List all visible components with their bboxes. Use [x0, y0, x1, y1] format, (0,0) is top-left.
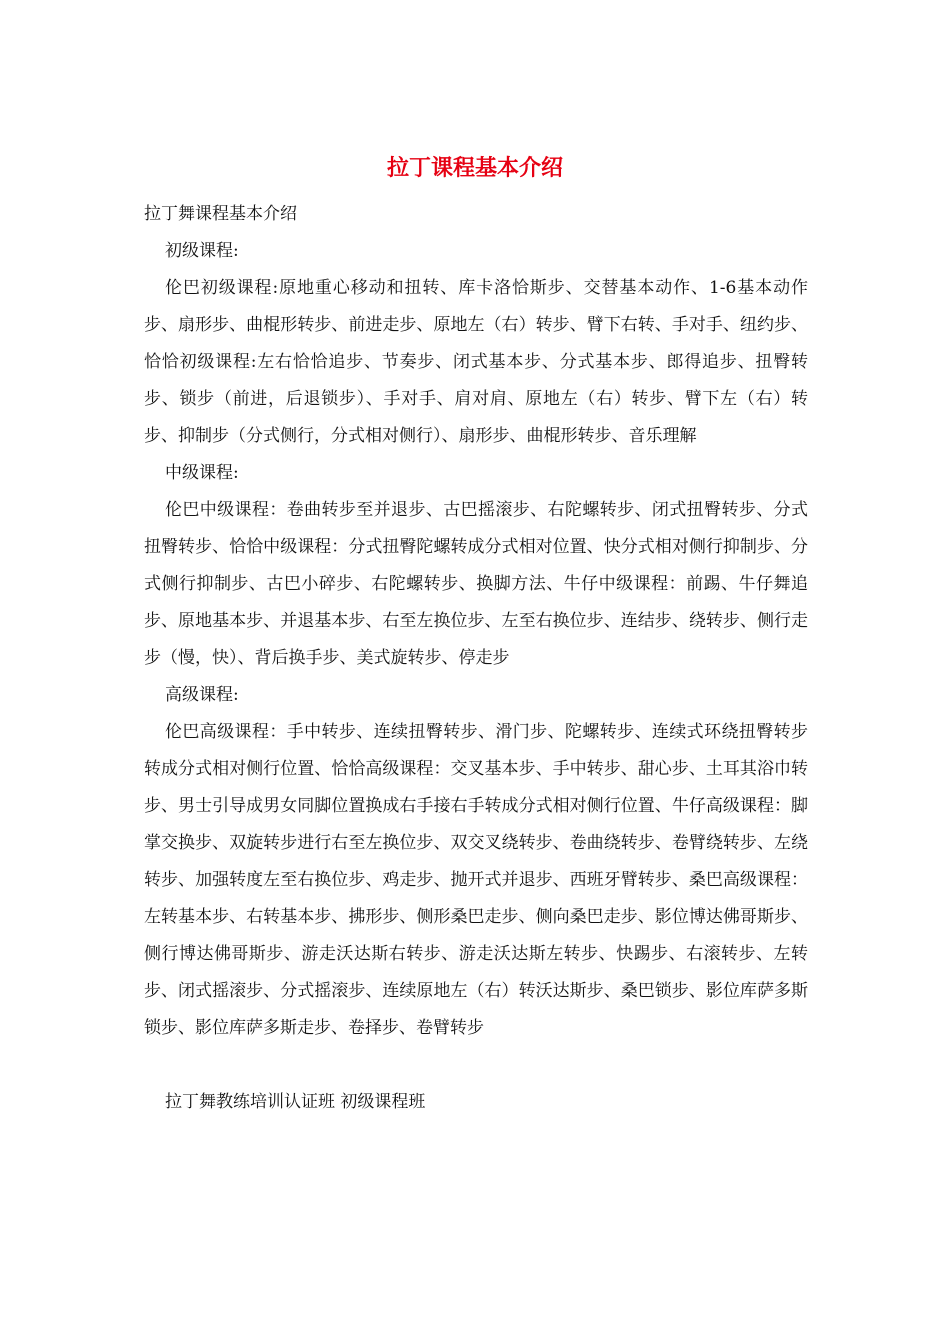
footer-line: 拉丁舞教练培训认证班 初级课程班	[165, 1092, 426, 1112]
section-heading-intermediate: 中级课程:	[165, 463, 239, 483]
section-body-intermediate: 伦巴中级课程：卷曲转步至并退步、古巴摇滚步、右陀螺转步、闭式扭臀转步、分式扭臀转步、恰恰中级课程：分式扭臀陀螺转成分式相对位置、快分式相对侧行抑制步、分式侧行抑制步、古巴小碎步、右陀螺转步、换脚方法、牛仔中级课程：前踢、牛仔舞追步、原地基本步、并退基本步、右至左换位步、左至右换位步、连结步、绕转步、侧行走步（慢，快）、背后换手步、美式旋转步、停走步	[144, 500, 808, 668]
section-body-beginner: 伦巴初级课程:原地重心移动和扭转、库卡洛恰斯步、交替基本动作、1-6基本动作步、扇形步、曲棍形转步、前进走步、原地左（右）转步、臂下右转、手对手、纽约步、恰恰初级课程:左右恰恰追步、节奏步、闭式基本步、分式基本步、郎得追步、扭臀转步、锁步（前进，后退锁步）、手对手、肩对肩、原地左（右）转步、臂下左（右）转步、抑制步（分式侧行，分式相对侧行）、扇形步、曲棍形转步、音乐理解	[144, 278, 808, 446]
document-body	[144, 196, 808, 1121]
section-body-advanced: 伦巴高级课程：手中转步、连续扭臀转步、滑门步、陀螺转步、连续式环绕扭臀转步转成分式相对侧行位置、恰恰高级课程：交叉基本步、手中转步、甜心步、土耳其浴巾转步、男士引导成男女同脚位置换成右手接右手转成分式相对侧行位置、牛仔高级课程：脚掌交换步、双旋转步进行右至左换位步、双交叉绕转步、卷曲绕转步、卷臂绕转步、左绕转步、加强转度左至右换位步、鸡走步、抛开式并退步、西班牙臂转步、桑巴高级课程：左转基本步、右转基本步、拂形步、侧形桑巴走步、侧向桑巴走步、影位博达佛哥斯步、侧行博达佛哥斯步、游走沃达斯右转步、游走沃达斯左转步、快踢步、右滚转步、左转步、闭式摇滚步、分式摇滚步、连续原地左（右）转沃达斯步、桑巴锁步、影位库萨多斯锁步、影位库萨多斯走步、卷择步、卷臂转步	[144, 722, 808, 1038]
document-title: 拉丁课程基本介绍	[386, 155, 563, 181]
section-heading-advanced: 高级课程:	[165, 685, 239, 705]
intro-heading: 拉丁舞课程基本介绍	[144, 204, 297, 224]
paragraph-spacer	[144, 1047, 808, 1084]
section-heading-beginner: 初级课程:	[165, 241, 239, 261]
